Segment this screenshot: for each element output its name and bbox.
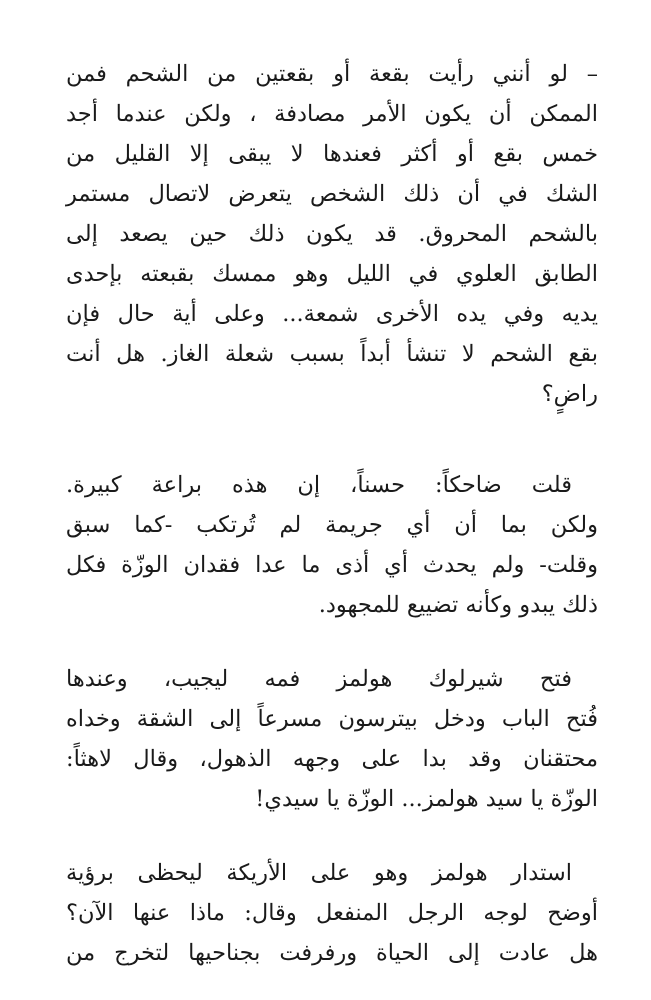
text-line: أوضح لوجه الرجل المنفعل وقال: ماذا عنها الآن؟ <box>66 900 598 926</box>
text-line: يديه وفي يده الأخرى شمعة... وعلى أية حال فإن <box>66 301 598 327</box>
text-line: الطابق العلوي في الليل وهو ممسك بقبعته بإحدى <box>66 261 598 287</box>
text-line: بقع الشحم لا تنشأ أبداً بسبب شعلة الغاز. هل أنت <box>66 341 598 367</box>
paragraph-2 <box>66 465 598 625</box>
text-line: – لو أنني رأيت بقعة أو بقعتين من الشحم فمن <box>66 61 598 87</box>
text-line: ذلك يبدو وكأنه تضييع للمجهود. <box>318 592 598 618</box>
text-line: الوزّة يا سيد هولمز... الوزّة يا سيدي! <box>255 786 598 812</box>
text-line: قلت ضاحكاً: حسناً، إن هذه براعة كبيرة. <box>66 472 572 498</box>
text-line: محتقنان وقد بدا على وجهه الذهول، وقال لاهثاً: <box>66 746 598 772</box>
text-line: فُتح الباب ودخل بيترسون مسرعاً إلى الشقة وخداه <box>66 706 598 732</box>
text-line: هل عادت إلى الحياة ورفرفت بجناحيها لتخرج من <box>66 940 598 966</box>
text-line: راضٍ؟ <box>541 381 598 407</box>
text-line: بالشحم المحروق. قد يكون ذلك حين يصعد إلى <box>66 221 598 247</box>
text-line: استدار هولمز وهو على الأريكة ليحظى برؤية <box>66 860 572 886</box>
text-line: وقلت- ولم يحدث أي أذى ما عدا فقدان الوزّة فكل <box>66 552 598 578</box>
paragraph-3 <box>66 659 598 819</box>
text-line: خمس بقع أو أكثر فعندها لا يبقى إلا القليل من <box>66 141 598 167</box>
text-line: فتح شيرلوك هولمز فمه ليجيب، وعندها <box>66 666 572 692</box>
text-line: الممكن أن يكون الأمر مصادفة ، ولكن عندما أجد <box>66 101 598 127</box>
text-line: ولكن بما أن أي جريمة لم تُرتكب -كما سبق <box>66 512 598 538</box>
paragraph-1 <box>66 54 598 414</box>
text-line: الشك في أن ذلك الشخص يتعرض لاتصال مستمر <box>66 181 598 207</box>
paragraph-4 <box>66 853 598 973</box>
